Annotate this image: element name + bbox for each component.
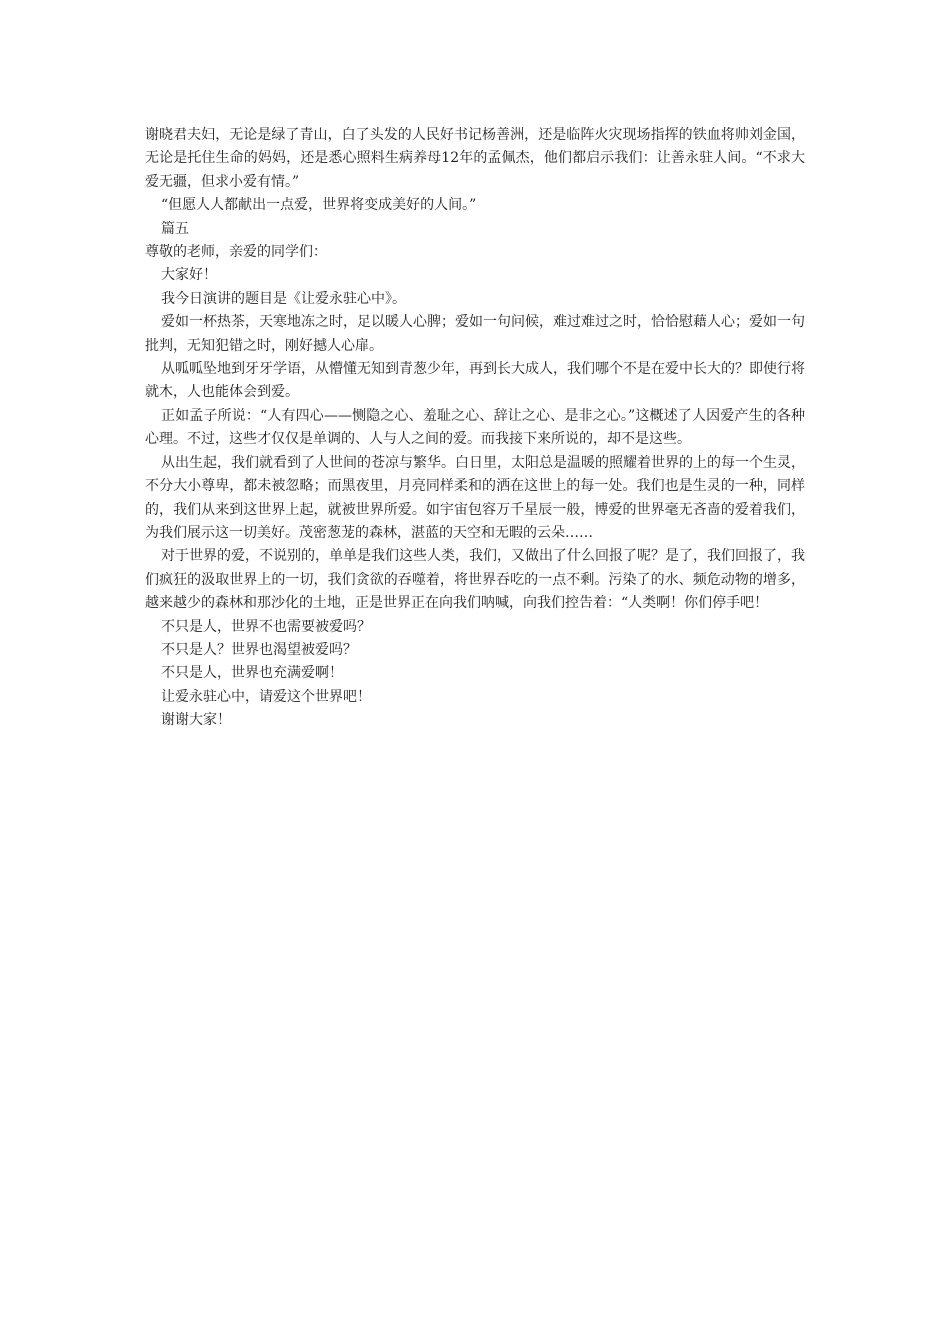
paragraph: 对于世界的爱，不说别的，单单是我们这些人类，我们，又做出了什么回报了呢？是了，我们回报了，我们疯狂的汲取世界上的一切，我们贪欲的吞噬着，将世界吞吃的一点不剩。污染了的水、频危动物的增多，越来越少的森林和那沙化的土地，正是世界正在向我们呐喊，向我们控告着：“人类啊！你们停手吧！ bbox=[145, 548, 805, 612]
paragraph: 让爱永驻心中，请爱这个世界吧！ bbox=[161, 688, 371, 705]
paragraph: “但愿人人都献出一点爱，世界将变成美好的人间。” bbox=[161, 197, 477, 214]
section-heading: 篇五 bbox=[161, 220, 189, 237]
paragraph: 爱如一杯热茶，天寒地冻之时，足以暖人心脾；爱如一句问候，难过难过之时，恰恰慰藉人心；爱如一句批判，无知犯错之时，刚好撼人心扉。 bbox=[145, 314, 805, 354]
closing: 谢谢大家！ bbox=[161, 712, 231, 729]
paragraph: 不只是人，世界不也需要被爱吗？ bbox=[161, 618, 371, 635]
greeting: 大家好！ bbox=[161, 267, 217, 284]
document-body bbox=[145, 124, 805, 733]
salutation: 尊敬的老师，亲爱的同学们： bbox=[145, 244, 327, 261]
paragraph: 从出生起，我们就看到了人世间的苍凉与繁华。白日里，太阳总是温暖的照耀着世界的上的每一个生灵，不分大小尊卑，都未被忽略；而黑夜里，月亮同样柔和的洒在这世上的每一处。我们也是生灵的一种，同样的，我们从来到这世界上起，就被世界所爱。如宇宙包容万千星辰一般，博爱的世界毫无吝啬的爱着我们，为我们展示这一切美好。茂密葱茏的森林，湛蓝的天空和无暇的云朵…… bbox=[145, 454, 805, 541]
paragraph: 不只是人？世界也渴望被爱吗？ bbox=[161, 641, 357, 658]
paragraph: 谢晓君夫妇，无论是绿了青山，白了头发的人民好书记杨善洲，还是临阵火灾现场指挥的铁血将帅刘金国，无论是托住生命的妈妈，还是悉心照料生病养母12年的孟佩杰，他们都启示我们：让善永驻人间。“不求大爱无疆，但求小爱有情。” bbox=[145, 127, 805, 190]
paragraph: 我今日演讲的题目是《让爱永驻心中》。 bbox=[161, 290, 406, 307]
paragraph: 从呱呱坠地到牙牙学语，从懵懂无知到青葱少年，再到长大成人，我们哪个不是在爱中长大的？即使行将就木，人也能体会到爱。 bbox=[145, 361, 805, 401]
paragraph: 正如孟子所说：“人有四心——恻隐之心、羞耻之心、辞让之心、是非之心。”这概述了人因爱产生的各种心理。不过，这些才仅仅是单调的、人与人之间的爱。而我接下来所说的，却不是这些。 bbox=[145, 407, 805, 448]
paragraph: 不只是人，世界也充满爱啊！ bbox=[161, 665, 343, 682]
